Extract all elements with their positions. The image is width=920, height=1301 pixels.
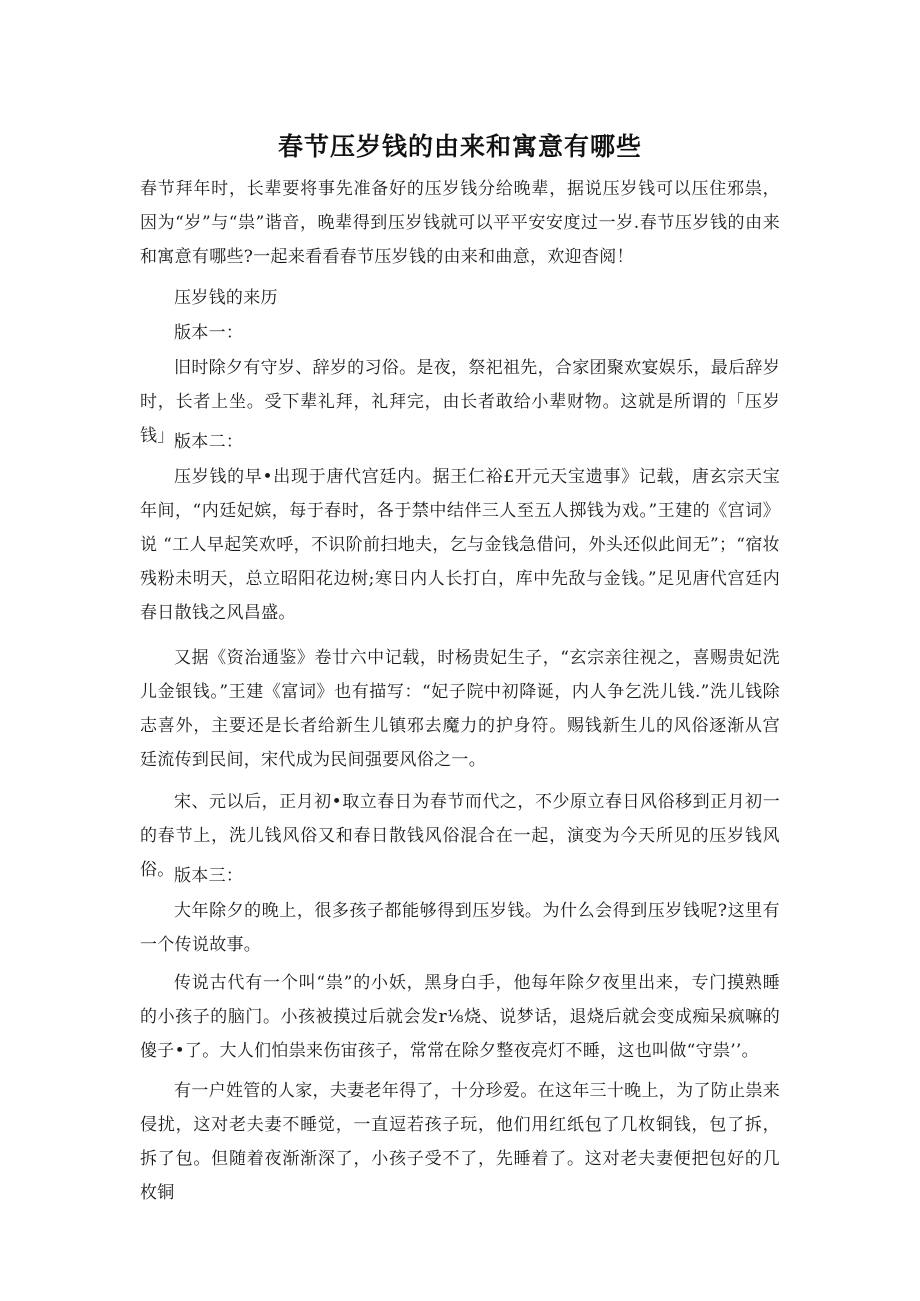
version-one-label: 版本一： (174, 323, 244, 343)
section-heading-origin: 压岁钱的来历 (174, 288, 278, 308)
version-three-paragraph-2: 传说古代有一个叫“祟”的小妖，黑身白手，他每年除夕夜里出来，专门摸熟睡的小孩子的脑门。小孩被摸过后就会发r⅛烧、说梦话，退烧后就会变成痴呆疯嘛的傻子•了。大人们怕祟来伤宙孩子，常常在除夕整夜亮灯不睡，这也叫做“守祟’’。 (140, 973, 780, 1061)
version-two-label: 版本二： (174, 432, 244, 452)
version-two-paragraph-2: 又据《资治通鉴》卷廿六中记载，时杨贵妃生子，“玄宗亲往视之，喜赐贵妃洗儿金银钱。”王建《富词》也有描写：“妃子院中初降诞，内人争乞洗儿钱.”洗儿钱除志喜外，主要还是长者给新生儿镇邪去魔力的护身符。赐钱新生儿的风俗逐渐从宫廷流传到民间，宋代成为民间强要风俗之一。 (140, 648, 780, 770)
intro-paragraph: 春节拜年时，长辈要将事先准备好的压岁钱分给晚辈，据说压岁钱可以压住邪祟，因为“岁”与“祟”谐音，晚辈得到压岁钱就可以平平安安度过一岁.春节压岁钱的由来和寓意有哪些?一起来看看春节压岁钱的由来和曲意，欢迎杳阅！ (140, 179, 780, 267)
version-two-paragraph-3: 宋、元以后，正月初•取立春日为春节而代之，不少原立春日风俗移到正月初一的春节上，洗儿钱风俗又和春日散钱风俗混合在一起，演变为今天所见的压岁钱风俗。 (140, 792, 780, 880)
version-three-paragraph-1: 大年除夕的晚上，很多孩子都能够得到压岁钱。为什么会得到压岁钱呢?这里有一个传说故事。 (140, 901, 780, 955)
version-one-paragraph: 旧时除夕有守岁、辞岁的习俗。是夜，祭祀祖先，合家团聚欢宴娱乐，最后辞岁时，长者上坐。受下辈礼拜，礼拜完，由长者敢给小辈财物。这就是所谓的「压岁钱」. (140, 358, 780, 446)
document-title: 春节压岁钱的由来和寓意有哪些 (277, 132, 642, 161)
version-two-paragraph-1: 压岁钱的早•出现于唐代宫廷内。据王仁裕£开元天宝遗事》记载，唐玄宗天宝年间，“内廷妃嫔，每于春时，各于禁中结伴三人至五人掷钱为戏。”王建的《宫词》说 “工人早起笑欢呼，不识阶前扫地夫，乞与金钱急借问，外头还似此间无”；“宿妆残粉未明天，总立昭阳花边树;寒日内人长打白，库中先敌与金钱。”足见唐代宫廷内春日散钱之风昌盛。 (140, 467, 780, 623)
version-three-paragraph-3: 有一户姓管的人家，夫妻老年得了，十分珍爱。在这年三十晚上，为了防止祟来侵扰，这对老夫妻不睡觉，一直逗若孩子玩，他们用红纸包了几枚铜钱，包了拆，拆了包。但随着夜渐渐深了，小孩子受不了，先睡着了。这对老夫妻便把包好的几枚铜 (140, 1081, 780, 1203)
version-three-label: 版本三： (174, 866, 244, 886)
